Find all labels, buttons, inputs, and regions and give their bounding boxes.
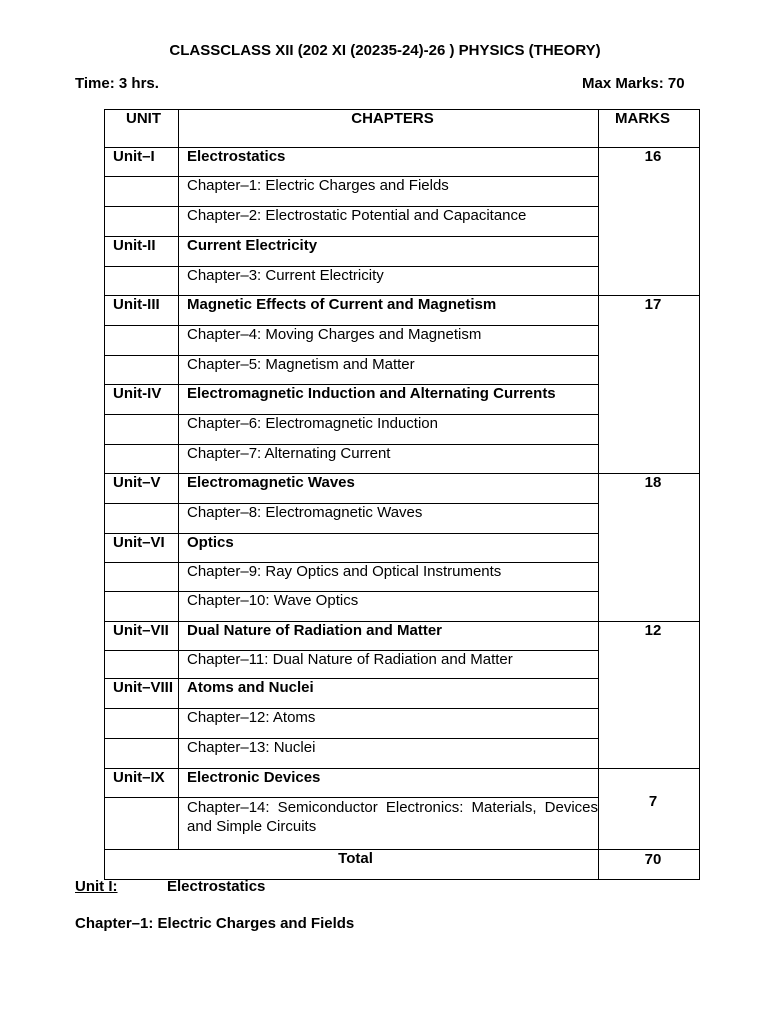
unit-cell — [105, 592, 179, 622]
chapter-cell: Current Electricity — [179, 237, 599, 267]
unit-cell — [105, 709, 179, 739]
chapter-cell: Chapter–9: Ray Optics and Optical Instruments — [179, 563, 599, 592]
chapter-cell: Electromagnetic Waves — [179, 474, 599, 504]
marks-cell: 16 — [599, 148, 700, 296]
chapter-cell: Atoms and Nuclei — [179, 679, 599, 709]
chapter-cell: Magnetic Effects of Current and Magnetism — [179, 296, 599, 326]
unit-cell — [105, 563, 179, 592]
syllabus-table — [104, 109, 700, 880]
total-label: Total — [105, 850, 599, 880]
unit-cell — [105, 207, 179, 237]
chapter-cell: Optics — [179, 534, 599, 563]
header-chapters: CHAPTERS — [179, 110, 599, 148]
chapter-cell: Electrostatics — [179, 148, 599, 177]
unit-cell: Unit–V — [105, 474, 179, 504]
unit-cell — [105, 798, 179, 850]
marks-cell: 7 — [599, 769, 700, 850]
chapter-cell: Chapter–13: Nuclei — [179, 739, 599, 769]
marks-cell: 12 — [599, 622, 700, 769]
table-row — [105, 148, 700, 177]
header-marks: MARKS — [599, 110, 700, 148]
unit-name: Electrostatics — [167, 878, 266, 895]
unit-heading — [75, 878, 266, 895]
max-marks: Max Marks: 70 — [582, 75, 685, 92]
chapter-cell: Chapter–2: Electrostatic Potential and Capacitance — [179, 207, 599, 237]
chapter-cell: Chapter–11: Dual Nature of Radiation and Matter — [179, 651, 599, 679]
chapter-cell: Chapter–3: Current Electricity — [179, 267, 599, 296]
chapter-cell: Dual Nature of Radiation and Matter — [179, 622, 599, 651]
unit-cell: Unit–VIII — [105, 679, 179, 709]
unit-cell — [105, 326, 179, 356]
unit-cell — [105, 267, 179, 296]
unit-cell — [105, 504, 179, 534]
chapter-cell: Chapter–7: Alternating Current — [179, 445, 599, 474]
marks-cell: 17 — [599, 296, 700, 474]
unit-cell — [105, 177, 179, 207]
total-value: 70 — [599, 850, 700, 880]
chapter-cell: Chapter–1: Electric Charges and Fields — [179, 177, 599, 207]
unit-label: Unit I: — [75, 878, 118, 895]
marks-cell: 18 — [599, 474, 700, 622]
chapter-cell: Electromagnetic Induction and Alternating Currents — [179, 385, 599, 415]
unit-cell — [105, 415, 179, 445]
document-title: CLASSCLASS XII (202 XI (20235-24)-26 ) PHYSICS (THEORY) — [169, 42, 601, 59]
chapter-cell: Chapter–10: Wave Optics — [179, 592, 599, 622]
header-unit: UNIT — [105, 110, 179, 148]
chapter-cell: Chapter–14: Semiconductor Electronics: Materials, Devices and Simple Circuits — [179, 798, 599, 850]
chapter-cell: Chapter–8: Electromagnetic Waves — [179, 504, 599, 534]
table-row — [105, 296, 700, 326]
chapter-heading: Chapter–1: Electric Charges and Fields — [75, 915, 355, 932]
unit-cell: Unit-IV — [105, 385, 179, 415]
unit-cell — [105, 356, 179, 385]
total-row — [105, 850, 700, 880]
chapter-cell: Chapter–6: Electromagnetic Induction — [179, 415, 599, 445]
table-row — [105, 622, 700, 651]
unit-cell — [105, 651, 179, 679]
table-row — [105, 474, 700, 504]
unit-cell: Unit-III — [105, 296, 179, 326]
unit-cell — [105, 445, 179, 474]
unit-cell: Unit-II — [105, 237, 179, 267]
chapter-cell: Chapter–12: Atoms — [179, 709, 599, 739]
unit-cell: Unit–I — [105, 148, 179, 177]
chapter-cell: Chapter–4: Moving Charges and Magnetism — [179, 326, 599, 356]
chapter-cell: Chapter–5: Magnetism and Matter — [179, 356, 599, 385]
unit-cell: Unit–VII — [105, 622, 179, 651]
table-row — [105, 769, 700, 798]
table-header-row — [105, 110, 700, 148]
time-duration: Time: 3 hrs. — [75, 75, 159, 92]
chapter-cell: Electronic Devices — [179, 769, 599, 798]
unit-cell: Unit–VI — [105, 534, 179, 563]
unit-cell — [105, 739, 179, 769]
unit-cell: Unit–IX — [105, 769, 179, 798]
